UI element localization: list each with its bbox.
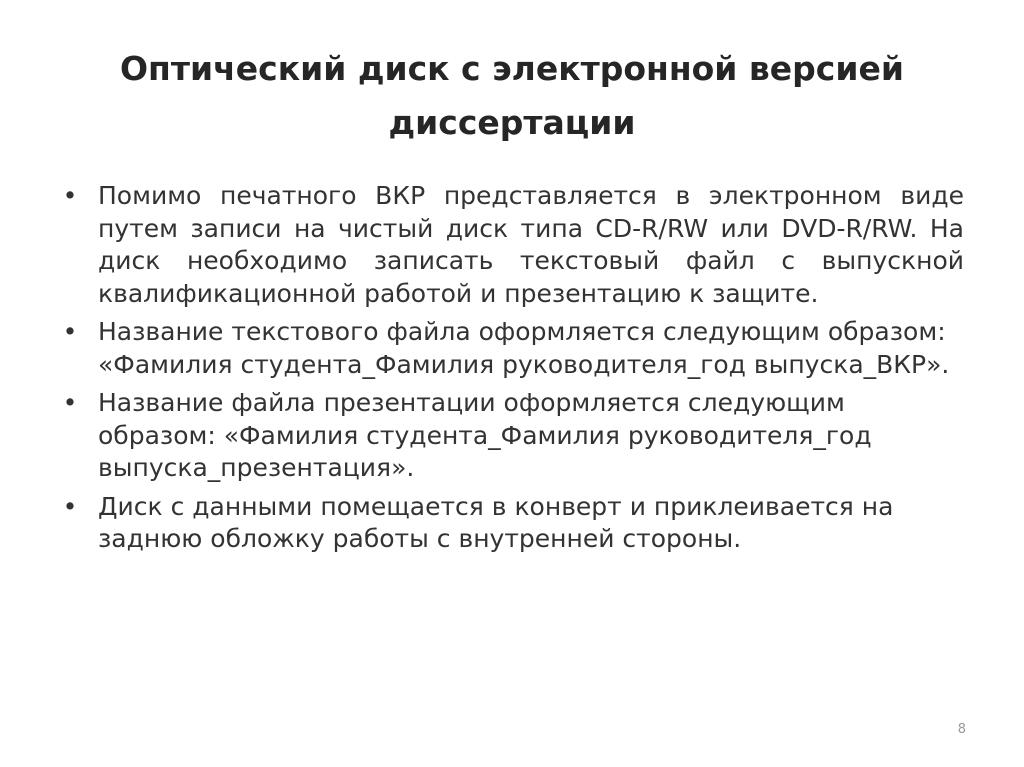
bullet-text: Диск с данными помещается в конверт и приклеивается на заднюю обложку работы с внутренней стороны. bbox=[98, 491, 894, 553]
bullet-item-2 bbox=[60, 316, 964, 381]
slide-title: Оптический диск с электронной версией диссертации bbox=[120, 49, 904, 142]
bullet-list bbox=[60, 180, 964, 562]
bullet-item-4 bbox=[60, 491, 964, 556]
bullet-icon: • bbox=[62, 317, 78, 346]
page-number: 8 bbox=[957, 722, 966, 737]
bullet-icon: • bbox=[62, 491, 78, 521]
bullet-icon: • bbox=[62, 388, 78, 417]
bullet-text: Помимо печатного ВКР представляется в электронном виде путем записи на чистый диск типа CD-R/RW или DVD-R/RW. На диск необходимо записать текстовый файл с выпускной квалификационной работой и презентацию к защите. bbox=[98, 181, 964, 308]
bullet-item-1 bbox=[60, 180, 964, 310]
bullet-icon: • bbox=[62, 181, 78, 210]
bullet-text: Название текстового файла оформляется следующим образом: «Фамилия студента_Фамилия руководителя_год выпуска_ВКР». bbox=[98, 317, 950, 379]
bullet-item-3 bbox=[60, 387, 964, 485]
bullet-text: Название файла презентации оформляется следующим образом: «Фамилия студента_Фамилия руководителя_год выпуска_презентация». bbox=[98, 388, 872, 482]
